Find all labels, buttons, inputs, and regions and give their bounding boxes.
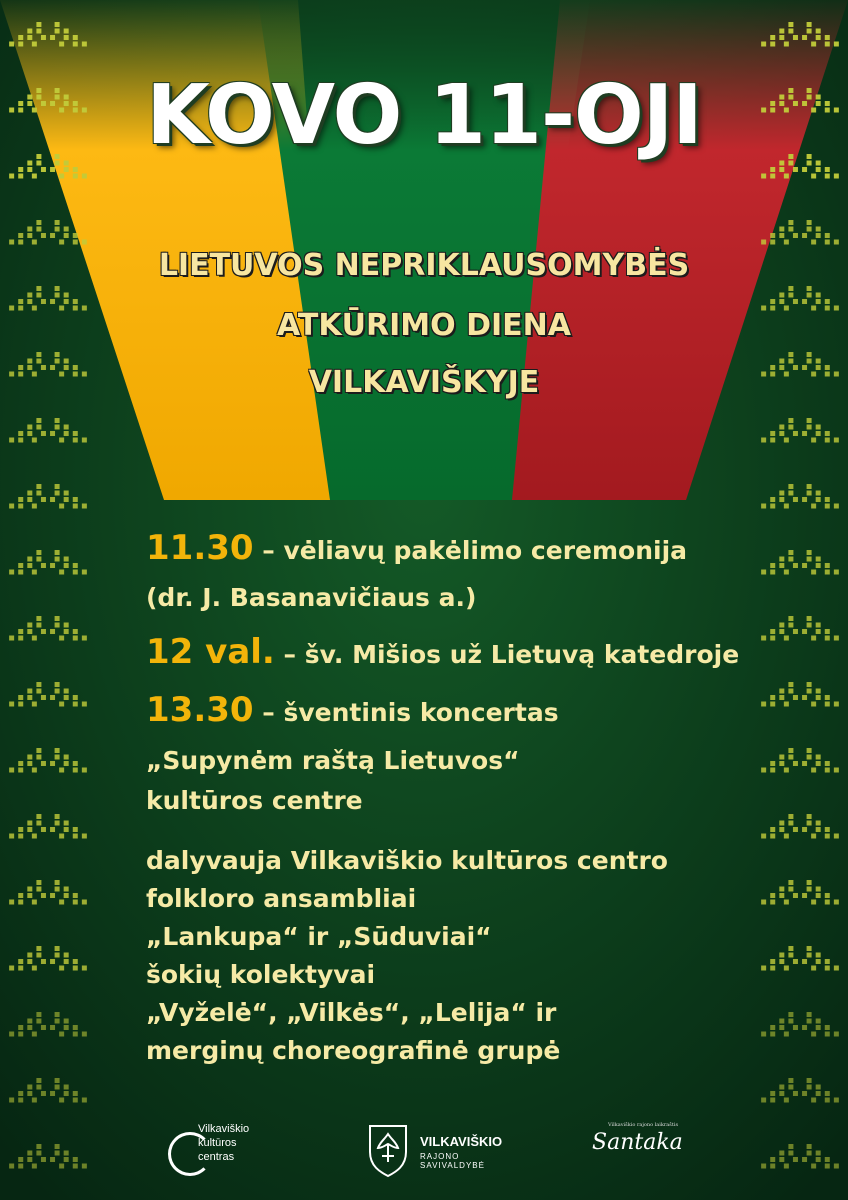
folk-motif <box>761 1012 839 1037</box>
santaka-name: Santaka <box>592 1130 683 1155</box>
folk-motif <box>761 814 839 839</box>
folk-motif <box>761 484 839 509</box>
schedule-item-3-title: „Supynėm raštą Lietuvos“ <box>146 746 520 775</box>
schedule-time: 13.30 <box>146 690 254 730</box>
folk-motif <box>9 22 87 47</box>
folk-motif <box>9 814 87 839</box>
folk-motif <box>761 1078 839 1103</box>
santaka-small: Vilkaviškio rajono laikraštis <box>608 1122 679 1128</box>
schedule-desc: – šv. Mišios už Lietuvą katedroje <box>274 640 740 669</box>
sponsor-logos <box>0 1110 848 1200</box>
municipality-logo <box>366 1122 526 1182</box>
schedule-desc: – šventinis koncertas <box>253 698 559 727</box>
subtitle-line-1: LIETUVOS NEPRIKLAUSOMYBĖS <box>158 248 690 283</box>
folk-motif <box>761 946 839 971</box>
folk-motif <box>9 880 87 905</box>
participants-line: dalyvauja Vilkaviškio kultūros centro <box>146 846 668 875</box>
subtitle-line-2: ATKŪRIMO DIENA <box>277 308 571 343</box>
folk-motif <box>761 286 839 311</box>
folk-motif <box>9 484 87 509</box>
folk-motif <box>761 616 839 641</box>
municipality-name: VILKAVIŠKIO <box>420 1134 503 1149</box>
folk-motif <box>761 418 839 443</box>
folk-motif <box>761 880 839 905</box>
folk-motif <box>9 550 87 575</box>
folk-motif <box>9 286 87 311</box>
schedule-time: 12 val. <box>146 632 275 672</box>
folk-motif <box>761 220 839 245</box>
participants-line: „Vyželė“, „Vilkės“, „Lelija“ ir <box>146 998 557 1027</box>
schedule-item-1-location: (dr. J. Basanavičiaus a.) <box>146 583 477 612</box>
folk-motif <box>761 682 839 707</box>
participants-line: merginų choreografinė grupė <box>146 1036 561 1065</box>
folk-motif <box>9 418 87 443</box>
schedule-item-3 <box>146 690 559 730</box>
municipality-sub: RAJONO SAVIVALDYBĖ <box>420 1152 485 1170</box>
folk-motif <box>761 22 839 47</box>
schedule-item-1 <box>146 528 687 568</box>
folk-motif <box>761 748 839 773</box>
folk-motif <box>9 220 87 245</box>
schedule-desc: – vėliavų pakėlimo ceremonija <box>253 536 688 565</box>
page-title: KOVO 11-OJI <box>146 68 702 163</box>
participants-line: „Lankupa“ ir „Sūduviai“ <box>146 922 492 951</box>
santaka-logo <box>592 1122 683 1155</box>
schedule-time: 11.30 <box>146 528 254 568</box>
coat-of-arms-icon <box>366 1122 410 1178</box>
subtitle-line-3: VILKAVIŠKYJE <box>308 365 540 400</box>
folk-motif <box>9 682 87 707</box>
folk-motif <box>761 550 839 575</box>
culture-center-logo: Vilkaviškio kultūros centras <box>168 1122 268 1186</box>
folk-motif <box>9 946 87 971</box>
schedule-item-2 <box>146 632 739 672</box>
folk-motif <box>9 616 87 641</box>
schedule-item-3-location: kultūros centre <box>146 786 363 815</box>
folk-motif <box>9 1078 87 1103</box>
participants-line: folkloro ansambliai <box>146 884 417 913</box>
participants-line: šokių kolektyvai <box>146 960 376 989</box>
folk-motif <box>9 748 87 773</box>
folk-motif <box>9 1012 87 1037</box>
